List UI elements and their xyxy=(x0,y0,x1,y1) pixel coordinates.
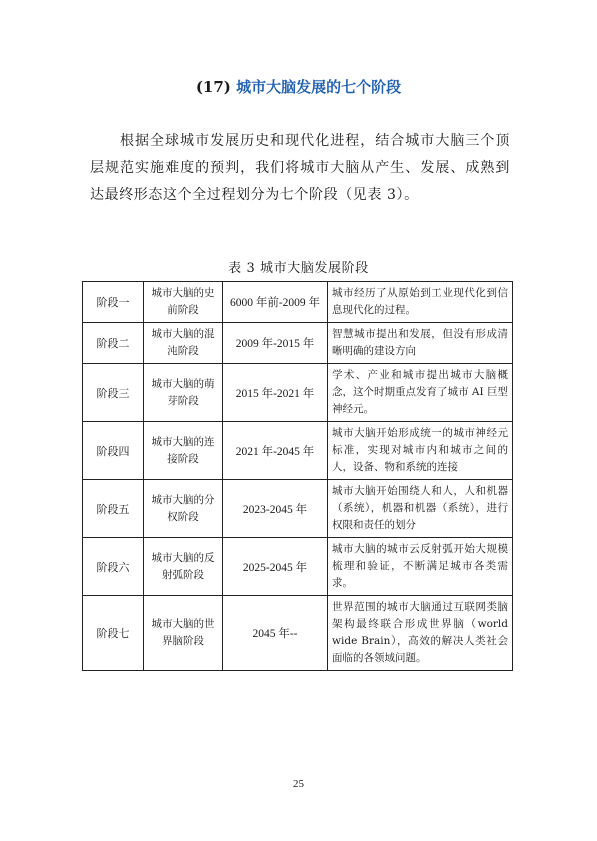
stage-name-cell: 城市大脑的世界脑阶段 xyxy=(144,596,223,671)
description-cell: 城市经历了从原始到工业现代化到信息现代化的过程。 xyxy=(328,282,513,323)
description-cell: 城市大脑开始围绕人和人，人和机器（系统），机器和机器（系统），进行权限和责任的划分 xyxy=(328,480,513,538)
description-cell: 城市大脑开始形成统一的城市神经元标准，实现对城市内和城市之间的人，设备、物和系统的连接 xyxy=(328,422,513,480)
table-row xyxy=(83,364,513,422)
section-title: 城市大脑发展的七个阶段 xyxy=(236,78,402,96)
table-row xyxy=(83,538,513,596)
stage-name-cell: 城市大脑的分权阶段 xyxy=(144,480,223,538)
period-cell: 6000 年前-2009 年 xyxy=(223,282,328,323)
table-row xyxy=(83,480,513,538)
table-row xyxy=(83,323,513,364)
stage-name-cell: 城市大脑的萌芽阶段 xyxy=(144,364,223,422)
stages-table xyxy=(82,281,513,671)
stage-name-cell: 城市大脑的连接阶段 xyxy=(144,422,223,480)
period-cell: 2015 年-2021 年 xyxy=(223,364,328,422)
stage-cell: 阶段二 xyxy=(83,323,144,364)
stage-cell: 阶段四 xyxy=(83,422,144,480)
table-row xyxy=(83,596,513,671)
period-cell: 2009 年-2015 年 xyxy=(223,323,328,364)
stage-name-cell: 城市大脑的反射弧阶段 xyxy=(144,538,223,596)
description-cell: 世界范围的城市大脑通过互联网类脑架构最终联合形成世界脑（world wide Brain），高效的解决人类社会面临的各领域问题。 xyxy=(328,596,513,671)
period-cell: 2025-2045 年 xyxy=(223,538,328,596)
stage-cell: 阶段六 xyxy=(83,538,144,596)
period-cell: 2023-2045 年 xyxy=(223,480,328,538)
description-cell: 智慧城市提出和发展，但没有形成清晰明确的建设方向 xyxy=(328,323,513,364)
section-number: (17) xyxy=(195,78,231,96)
stage-name-cell: 城市大脑的史前阶段 xyxy=(144,282,223,323)
description-cell: 城市大脑的城市云反射弧开始大规模梳理和验证，不断满足城市各类需求。 xyxy=(328,538,513,596)
table-row xyxy=(83,282,513,323)
period-cell: 2021 年-2045 年 xyxy=(223,422,328,480)
period-cell: 2045 年-- xyxy=(223,596,328,671)
table-row xyxy=(83,422,513,480)
stage-name-cell: 城市大脑的混沌阶段 xyxy=(144,323,223,364)
stage-cell: 阶段一 xyxy=(83,282,144,323)
description-cell: 学术、产业和城市提出城市大脑概念，这个时期重点发育了城市 AI 巨型神经元。 xyxy=(328,364,513,422)
stage-cell: 阶段七 xyxy=(83,596,144,671)
body-paragraph: 根据全球城市发展历史和现代化进程，结合城市大脑三个顶层规范实施难度的预判，我们将城市大脑从产生、发展、成熟到达最终形态这个全过程划分为七个阶段（见表 3）。 xyxy=(90,133,510,203)
table-caption: 表 3 城市大脑发展阶段 xyxy=(228,261,369,276)
stage-cell: 阶段五 xyxy=(83,480,144,538)
stage-cell: 阶段三 xyxy=(83,364,144,422)
page-number: 25 xyxy=(293,778,304,790)
section-heading xyxy=(0,76,597,97)
